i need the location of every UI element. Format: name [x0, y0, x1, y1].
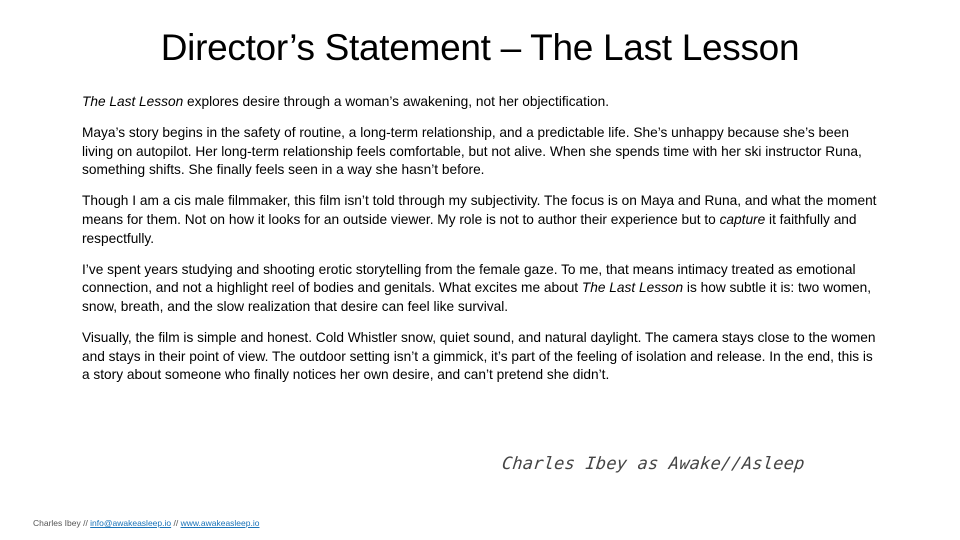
signature: Charles Ibey as Awake//Asleep: [500, 454, 806, 474]
paragraph-text: explores desire through a woman’s awakening, not her objectification.: [183, 94, 610, 109]
paragraph-text: is how subtle it is: two women, snow, breath, and the slow realization that desire can feel like survival.: [82, 280, 872, 314]
paragraph-story: Maya’s story begins in the safety of routine, a long-term relationship, and a predictable life. She’s unhappy because she’s been living on autopilot. Her long-term relationship feels comfortable, but not alive. When she spends time with her ski instructor Runa, something shifts. She finally feels seen in a way she hasn’t before.: [82, 125, 862, 178]
emphasis-capture: capture: [719, 211, 766, 227]
emphasis-them: them: [146, 211, 178, 227]
paragraph-text: Though I am a cis male filmmaker, this film isn’t told through my subjectivity. The focus is on Maya and Runa, and what the moment means for: [82, 193, 877, 227]
statement-body: [82, 93, 882, 397]
film-title-italic: The Last Lesson: [581, 280, 684, 296]
paragraph-perspective: [82, 192, 882, 248]
email-link[interactable]: info@awakeasleep.io: [90, 518, 172, 528]
paragraph-text: I’ve spent years studying and shooting erotic storytelling from the female gaze. To me, that means intimacy treated as emotional connection, and not a highlight reel of bodies and genitals. What excites me about: [82, 261, 856, 296]
paragraph-text: . Not on how it looks for an outside viewer. My role is not to author their experience but to: [177, 211, 720, 227]
paragraph-female-gaze: [82, 261, 882, 317]
slide-title: Director’s Statement – The Last Lesson: [160, 27, 800, 68]
website-link[interactable]: www.awakeasleep.io: [180, 518, 260, 528]
footer: [33, 518, 259, 528]
footer-separator: //: [80, 518, 91, 528]
paragraph-text: it faithfully and respectfully.: [82, 211, 857, 246]
paragraph-visual: Visually, the film is simple and honest. Cold Whistler snow, quiet sound, and natural daylight. The camera stays close to the women and stays in their point of view. The outdoor setting isn’t a gimmick, it’s part of the feeling of isolation and release. In the end, this is a story about someone who finally notices her own desire, and can’t pretend she didn’t.: [82, 329, 876, 383]
paragraph-intro: [82, 93, 882, 112]
footer-separator: //: [171, 518, 181, 528]
footer-name: Charles Ibey: [33, 518, 81, 528]
film-title-italic: The Last Lesson: [82, 94, 184, 109]
